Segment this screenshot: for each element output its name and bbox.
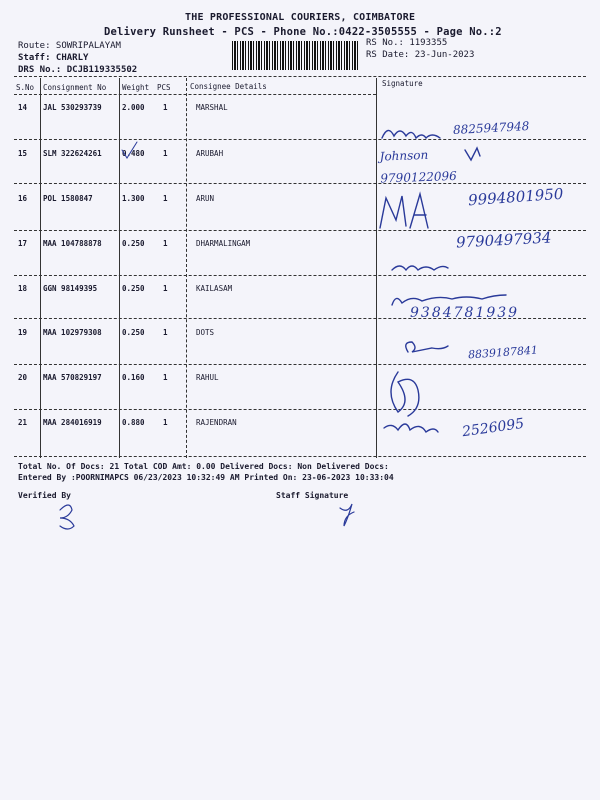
- signature-scribble: [392, 266, 448, 270]
- row-pcs: 1: [163, 239, 168, 248]
- row-sno: 20: [18, 373, 28, 382]
- rs-number: RS No.: 1193355: [366, 38, 448, 48]
- verified-initials: [60, 505, 74, 529]
- col-header-weight: Weight: [122, 83, 150, 92]
- row-consignment: MAA 570829197: [43, 373, 102, 382]
- row-consignee: DOTS: [196, 328, 215, 337]
- row-consignee: ARUBAH: [196, 149, 224, 158]
- handwritten-number: 2526095: [461, 415, 526, 441]
- signature-scribble: [392, 295, 506, 305]
- row-sno: 21: [18, 418, 28, 427]
- check-mark: [122, 142, 137, 158]
- row-consignment: MAA 284016919: [43, 418, 102, 427]
- row-weight: 1.300: [122, 194, 145, 203]
- route-label: Route: SOWRIPALAYAM: [18, 41, 121, 51]
- col-header-sno: S.No: [16, 83, 35, 92]
- row-pcs: 1: [163, 284, 168, 293]
- row-sno: 17: [18, 239, 28, 248]
- col-header-consignment: Consignment No: [43, 83, 107, 92]
- row-consignment: MAA 104788878: [43, 239, 102, 248]
- entered-by-line: Entered By :POORNIMAPCS 06/23/2023 10:32:49 AM Printed On: 23-06-2023 10:33:04: [18, 473, 394, 482]
- company-title: THE PROFESSIONAL COURIERS, COIMBATORE: [185, 12, 416, 23]
- row-weight: 0.160: [122, 373, 145, 382]
- signature-scribble: [391, 372, 419, 416]
- signature-scribble: [384, 424, 438, 432]
- row-weight: 0.880: [122, 418, 145, 427]
- row-pcs: 1: [163, 103, 168, 112]
- col-header-signature: Signature: [382, 79, 423, 88]
- row-sno: 18: [18, 284, 28, 293]
- row-sno: 15: [18, 149, 28, 158]
- row-consignee: KAILASAM: [196, 284, 233, 293]
- handwritten-number: 8839187841: [467, 343, 539, 362]
- totals-line: Total No. Of Docs: 21 Total COD Amt: 0.00 Delivered Docs: Non Delivered Docs:: [18, 462, 389, 471]
- runsheet-subtitle: Delivery Runsheet - PCS - Phone No.:0422-3505555 - Page No.:2: [104, 26, 502, 38]
- row-weight: 2.000: [122, 103, 145, 112]
- row-weight: 0.250: [122, 284, 145, 293]
- col-header-consignee: Consignee Details: [190, 82, 267, 91]
- verified-by-label: Verified By: [18, 491, 71, 500]
- row-pcs: 1: [163, 418, 168, 427]
- row-consignee: RAHUL: [196, 373, 219, 382]
- row-weight: 0.250: [122, 328, 145, 337]
- row-pcs: 1: [163, 194, 168, 203]
- row-consignment: MAA 102979308: [43, 328, 102, 337]
- col-header-pcs: PCS: [157, 83, 171, 92]
- row-consignment: POL 1580847: [43, 194, 93, 203]
- signature-scribble: [380, 196, 406, 228]
- row-consignee: DHARMALINGAM: [196, 239, 251, 248]
- row-weight: 0.480: [122, 149, 145, 158]
- handwritten-number: 9790497934: [455, 228, 552, 252]
- signature-scribble: [406, 342, 448, 352]
- row-consignment: SLM 322624261: [43, 149, 102, 158]
- row-consignment: JAL 530293739: [43, 103, 102, 112]
- row-sno: 16: [18, 194, 28, 203]
- row-pcs: 1: [163, 373, 168, 382]
- handwritten-number: 9994801950: [467, 184, 564, 210]
- handwritten-number: 9384781939: [410, 305, 520, 321]
- signature-scribble: [382, 130, 440, 138]
- row-pcs: 1: [163, 149, 168, 158]
- staff-label: Staff: CHARLY: [18, 53, 89, 63]
- row-sno: 14: [18, 103, 28, 112]
- signature-scribble: [410, 194, 428, 228]
- row-sno: 19: [18, 328, 28, 337]
- staff-initials: [340, 504, 354, 526]
- rs-date: RS Date: 23-Jun-2023: [366, 50, 475, 60]
- row-pcs: 1: [163, 328, 168, 337]
- row-consignee: ARUN: [196, 194, 215, 203]
- staff-signature-label: Staff Signature: [276, 491, 349, 500]
- row-consignee: RAJENDRAN: [196, 418, 237, 427]
- handwritten-number: 8825947948: [452, 119, 530, 137]
- handwritten-name-number: Johnson 9790122096: [379, 147, 457, 186]
- row-consignee: MARSHAL: [196, 103, 228, 112]
- row-weight: 0.250: [122, 239, 145, 248]
- row-consignment: GGN 98149395: [43, 284, 98, 293]
- drs-number: DRS No.: DCJB119335502: [18, 65, 138, 75]
